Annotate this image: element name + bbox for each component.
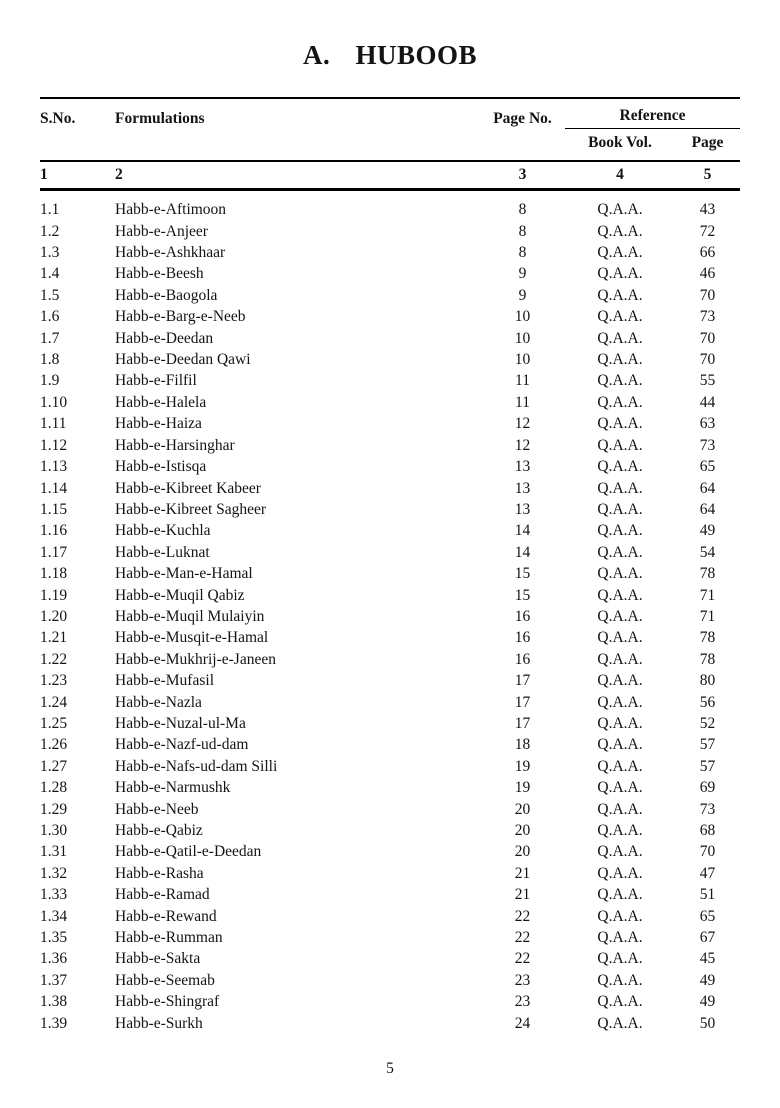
row-ref-page: 51 [699,886,716,904]
row-book-vol: Q.A.A. [597,629,643,647]
row-page-no: 20 [514,800,531,818]
row-formulation: Habb-e-Mufasil [115,672,214,690]
row-page-no: 19 [514,779,531,797]
row-book-vol: Q.A.A. [597,308,643,326]
row-ref-page: 64 [699,479,716,497]
table-row [40,242,740,263]
table-row [40,542,740,563]
row-page-no: 20 [514,822,531,839]
row-formulation: Habb-e-Man-e-Hamal [115,565,253,583]
row-page-no: 21 [514,886,531,904]
row-book-vol: Q.A.A. [597,265,643,283]
row-page-no: 11 [515,372,530,390]
row-page-no: 19 [514,757,531,775]
table-row [40,820,740,841]
table-row [40,713,740,734]
row-sno: 1.37 [40,971,68,989]
column-numbers-row [40,160,740,191]
row-formulation: Habb-e-Nuzal-ul-Ma [115,714,246,732]
row-formulation: Habb-e-Nazla [115,693,202,711]
row-page-no: 10 [514,308,531,326]
row-ref-page: 73 [699,800,716,818]
row-formulation: Habb-e-Muqil Mulaiyin [115,607,265,625]
row-formulation: Habb-e-Beesh [115,265,204,283]
row-book-vol: Q.A.A. [597,329,643,347]
row-ref-page: 71 [699,586,716,604]
row-book-vol: Q.A.A. [597,351,643,369]
row-sno: 1.31 [40,843,68,861]
row-sno: 1.34 [40,907,68,925]
row-formulation: Habb-e-Luknat [115,543,210,561]
row-page-no: 22 [514,907,531,925]
row-formulation: Habb-e-Nazf-ud-dam [115,736,249,754]
table-row [40,370,740,391]
table-row [40,863,740,884]
row-formulation: Habb-e-Qabiz [115,822,203,839]
table-row [40,221,740,242]
row-page-no: 13 [514,479,531,497]
row-sno: 1.17 [40,543,68,561]
row-sno: 1.6 [40,308,60,326]
row-page-no: 9 [518,265,527,283]
table-row [40,991,740,1012]
row-formulation: Habb-e-Rewand [115,907,217,925]
row-book-vol: Q.A.A. [597,779,643,797]
row-formulation: Habb-e-Muqil Qabiz [115,586,245,604]
table-row [40,478,740,499]
row-page-no: 17 [514,714,531,732]
column-number-2: 2 [115,165,123,183]
table-row [40,670,740,691]
table-row [40,456,740,477]
row-book-vol: Q.A.A. [597,458,643,476]
row-page-no: 22 [514,950,531,968]
row-sno: 1.26 [40,736,68,754]
row-book-vol: Q.A.A. [597,693,643,711]
row-page-no: 18 [514,736,531,754]
row-ref-page: 70 [699,286,716,304]
row-ref-page: 54 [699,543,716,561]
row-ref-page: 68 [699,822,716,839]
row-book-vol: Q.A.A. [597,201,643,219]
table-row [40,649,740,670]
row-formulation: Habb-e-Filfil [115,372,197,390]
row-sno: 1.35 [40,929,68,947]
row-sno: 1.21 [40,629,68,647]
row-ref-page: 57 [699,736,716,754]
row-ref-page: 45 [699,950,716,968]
row-sno: 1.10 [40,393,68,411]
row-formulation: Habb-e-Narmushk [115,779,231,797]
row-ref-page: 52 [699,714,716,732]
row-sno: 1.11 [40,415,67,433]
row-sno: 1.8 [40,351,60,369]
row-book-vol: Q.A.A. [597,607,643,625]
row-sno: 1.29 [40,800,68,818]
row-page-no: 22 [514,929,531,947]
row-ref-page: 78 [699,629,716,647]
column-header-sno: S.No. [40,110,76,127]
row-page-no: 21 [514,864,531,882]
row-sno: 1.3 [40,244,60,262]
row-sno: 1.13 [40,458,68,476]
row-ref-page: 64 [699,500,716,518]
row-formulation: Habb-e-Anjeer [115,222,208,240]
row-book-vol: Q.A.A. [597,672,643,690]
row-formulation: Habb-e-Kibreet Kabeer [115,479,261,497]
row-formulation: Habb-e-Rasha [115,864,204,882]
table-row [40,306,740,327]
row-sno: 1.20 [40,607,68,625]
table-row [40,906,740,927]
row-ref-page: 44 [699,393,716,411]
row-sno: 1.4 [40,265,60,283]
row-sno: 1.12 [40,436,68,454]
table-row [40,392,740,413]
row-formulation: Habb-e-Shingraf [115,993,220,1011]
row-page-no: 9 [518,286,527,304]
column-header-formulations: Formulations [115,110,205,127]
row-book-vol: Q.A.A. [597,864,643,882]
row-sno: 1.30 [40,822,68,839]
row-formulation: Habb-e-Harsinghar [115,436,235,454]
row-ref-page: 73 [699,308,716,326]
table-row [40,841,740,862]
row-ref-page: 80 [699,672,716,690]
row-sno: 1.32 [40,864,68,882]
table-row [40,777,740,798]
row-ref-page: 70 [699,843,716,861]
row-ref-page: 78 [699,650,716,668]
formulations-table [40,97,740,1034]
table-row [40,349,740,370]
row-sno: 1.18 [40,565,68,583]
table-row [40,627,740,648]
row-formulation: Habb-e-Barg-e-Neeb [115,308,246,326]
row-book-vol: Q.A.A. [597,650,643,668]
row-sno: 1.28 [40,779,68,797]
table-row [40,948,740,969]
table-row [40,692,740,713]
row-ref-page: 56 [699,693,716,711]
column-number-4: 4 [616,165,624,183]
row-formulation: Habb-e-Ramad [115,886,210,904]
table-row [40,927,740,948]
row-page-no: 12 [514,436,531,454]
row-formulation: Habb-e-Deedan [115,329,214,347]
row-book-vol: Q.A.A. [597,244,643,262]
row-formulation: Habb-e-Kibreet Sagheer [115,500,267,518]
row-formulation: Habb-e-Haiza [115,415,202,433]
row-formulation: Habb-e-Mukhrij-e-Janeen [115,650,276,668]
table-row [40,413,740,434]
row-sno: 1.36 [40,950,68,968]
row-page-no: 8 [518,222,527,240]
row-ref-page: 47 [699,864,716,882]
table-rows [40,199,740,1034]
row-page-no: 13 [514,500,531,518]
table-row [40,263,740,284]
row-book-vol: Q.A.A. [597,543,643,561]
row-sno: 1.39 [40,1014,68,1032]
row-book-vol: Q.A.A. [597,993,643,1011]
column-number-3: 3 [518,165,527,183]
row-ref-page: 63 [699,415,716,433]
row-sno: 1.24 [40,693,68,711]
row-formulation: Habb-e-Istisqa [115,458,207,476]
row-book-vol: Q.A.A. [597,929,643,947]
row-ref-page: 49 [699,971,716,989]
row-page-no: 10 [514,329,531,347]
row-page-no: 16 [514,607,531,625]
column-header-reference: Reference [565,105,740,129]
row-book-vol: Q.A.A. [597,393,643,411]
row-ref-page: 72 [699,222,716,240]
row-sno: 1.33 [40,886,68,904]
row-book-vol: Q.A.A. [597,436,643,454]
row-formulation: Habb-e-Kuchla [115,522,211,540]
table-row [40,199,740,220]
row-sno: 1.38 [40,993,68,1011]
row-formulation: Habb-e-Qatil-e-Deedan [115,843,262,861]
row-page-no: 16 [514,650,531,668]
row-book-vol: Q.A.A. [597,479,643,497]
row-ref-page: 49 [699,993,716,1011]
row-sno: 1.19 [40,586,68,604]
row-page-no: 15 [514,586,531,604]
row-sno: 1.7 [40,329,60,347]
page-title: A. HUBOOB [302,40,478,70]
row-book-vol: Q.A.A. [597,950,643,968]
row-formulation: Habb-e-Halela [115,393,207,411]
row-sno: 1.9 [40,372,60,390]
column-header-book-vol: Book Vol. [588,134,652,152]
row-formulation: Habb-e-Rumman [115,929,223,947]
row-sno: 1.22 [40,650,68,668]
row-book-vol: Q.A.A. [597,822,643,839]
column-header-ref-page: Page [691,134,724,152]
row-formulation: Habb-e-Deedan Qawi [115,351,251,369]
row-sno: 1.14 [40,479,68,497]
row-page-no: 17 [514,672,531,690]
table-row [40,970,740,991]
row-page-no: 16 [514,629,531,647]
row-formulation: Habb-e-Neeb [115,800,199,818]
row-book-vol: Q.A.A. [597,222,643,240]
table-row [40,1013,740,1034]
row-sno: 1.16 [40,522,68,540]
row-book-vol: Q.A.A. [597,800,643,818]
table-header-row-1 [40,105,740,129]
row-page-no: 24 [514,1014,531,1032]
table-header-row-2 [40,129,740,159]
table-row [40,606,740,627]
row-ref-page: 49 [699,522,716,540]
row-page-no: 8 [518,244,527,262]
table-row [40,799,740,820]
row-formulation: Habb-e-Seemab [115,971,215,989]
row-book-vol: Q.A.A. [597,971,643,989]
row-page-no: 14 [514,543,531,561]
table-row [40,734,740,755]
row-ref-page: 65 [699,907,716,925]
row-book-vol: Q.A.A. [597,843,643,861]
row-book-vol: Q.A.A. [597,586,643,604]
table-row [40,756,740,777]
table-row [40,520,740,541]
row-formulation: Habb-e-Musqit-e-Hamal [115,629,269,647]
row-book-vol: Q.A.A. [597,757,643,775]
row-ref-page: 57 [699,757,716,775]
row-formulation: Habb-e-Surkh [115,1014,203,1032]
column-header-page-no: Page No. [493,110,552,127]
row-book-vol: Q.A.A. [597,522,643,540]
row-page-no: 12 [514,415,531,433]
row-page-no: 23 [514,971,531,989]
row-ref-page: 71 [699,607,716,625]
row-formulation: Habb-e-Sakta [115,950,201,968]
row-sno: 1.5 [40,286,60,304]
row-formulation: Habb-e-Baogola [115,286,218,304]
row-page-no: 13 [514,458,531,476]
row-book-vol: Q.A.A. [597,565,643,583]
row-page-no: 20 [514,843,531,861]
row-ref-page: 55 [699,372,716,390]
row-book-vol: Q.A.A. [597,1014,643,1032]
row-ref-page: 65 [699,458,716,476]
row-page-no: 14 [514,522,531,540]
table-row [40,328,740,349]
footer-page-number: 5 [386,1060,394,1077]
row-sno: 1.27 [40,757,68,775]
column-number-1: 1 [40,165,48,183]
row-book-vol: Q.A.A. [597,500,643,518]
table-row [40,563,740,584]
row-ref-page: 43 [699,201,716,219]
row-book-vol: Q.A.A. [597,907,643,925]
row-page-no: 15 [514,565,531,583]
row-sno: 1.25 [40,714,68,732]
table-header [40,97,740,160]
table-row [40,435,740,456]
row-page-no: 10 [514,351,531,369]
column-number-5: 5 [703,165,712,183]
row-book-vol: Q.A.A. [597,372,643,390]
row-formulation: Habb-e-Aftimoon [115,201,227,219]
row-ref-page: 73 [699,436,716,454]
row-page-no: 8 [518,201,527,219]
row-book-vol: Q.A.A. [597,886,643,904]
table-row [40,585,740,606]
row-sno: 1.1 [40,201,60,219]
row-ref-page: 50 [699,1014,716,1032]
row-formulation: Habb-e-Nafs-ud-dam Silli [115,757,278,775]
row-book-vol: Q.A.A. [597,415,643,433]
row-ref-page: 69 [699,779,716,797]
row-book-vol: Q.A.A. [597,714,643,732]
row-page-no: 23 [514,993,531,1011]
table-row [40,285,740,306]
row-sno: 1.23 [40,672,68,690]
table-row [40,499,740,520]
row-page-no: 17 [514,693,531,711]
row-page-no: 11 [515,393,530,411]
row-book-vol: Q.A.A. [597,286,643,304]
row-sno: 1.15 [40,500,68,518]
row-ref-page: 46 [699,265,716,283]
row-ref-page: 70 [699,351,716,369]
row-ref-page: 66 [699,244,716,262]
row-formulation: Habb-e-Ashkhaar [115,244,226,262]
row-ref-page: 70 [699,329,716,347]
table-row [40,884,740,905]
row-ref-page: 67 [699,929,716,947]
row-ref-page: 78 [699,565,716,583]
row-book-vol: Q.A.A. [597,736,643,754]
row-sno: 1.2 [40,222,60,240]
